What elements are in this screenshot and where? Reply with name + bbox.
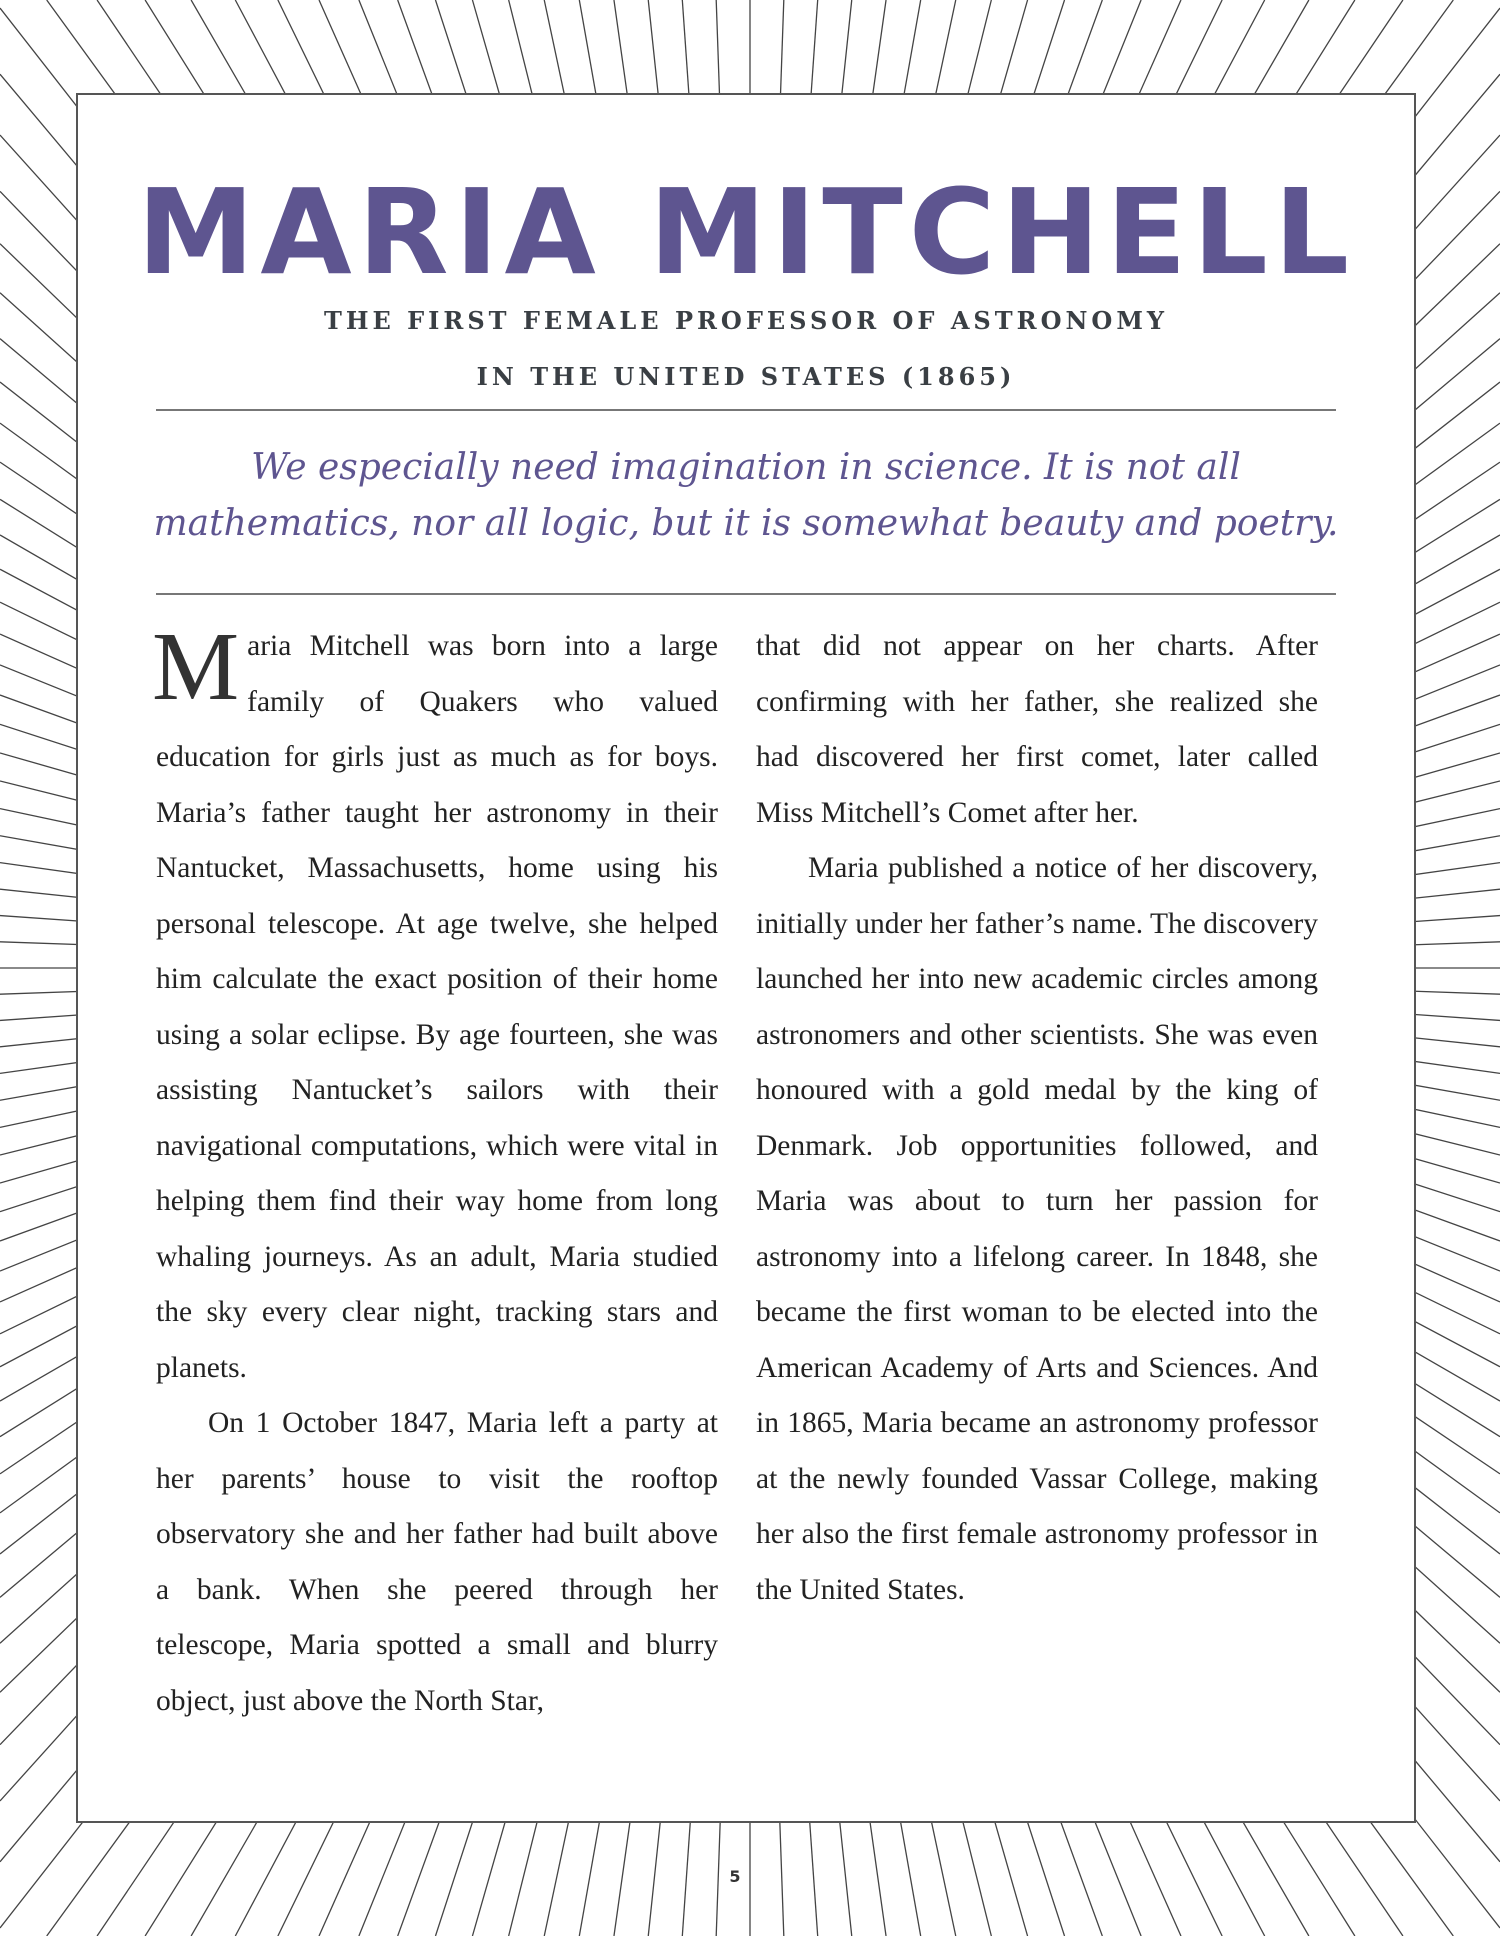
subtitle [78, 293, 1414, 405]
paragraph: that did not appear on her charts. After confirming with her father, she realized she had discovered her first comet, later called Miss Mitchell’s Comet after her. [756, 630, 1318, 829]
right-column [756, 619, 1318, 1618]
paragraph: On 1 October 1847, Maria left a party at her parents’ house to visit the rooftop observatory she and her father had built above a bank. When she peered through her telescope, Maria spotted a small and blurry object, just above the North Star, [156, 1407, 718, 1717]
subtitle-line-1: THE FIRST FEMALE PROFESSOR OF ASTRONOMY [323, 306, 1169, 335]
paragraph-text: aria Mitchell was born into a large family of Quakers who valued education for girls just as much as for boys. Maria’s father taught her astronomy in their Nantucket, Massachusetts, home using his personal telescope. At age twelve, she helped him calculate the exact position of their home using a solar eclipse. By age fourteen, she was assisting Nantucket’s sailors with their navigational computations, which were vital in helping them find their way home from long whaling journeys. As an adult, Maria studied the sky every clear night, tracking stars and planets. [156, 630, 718, 1384]
subtitle-line-2: IN THE UNITED STATES (1865) [476, 362, 1016, 391]
divider-top [156, 409, 1336, 411]
paragraph [152, 613, 718, 1396]
page-number: 5 [729, 1867, 741, 1886]
page-number-box [722, 1823, 748, 1936]
left-column [152, 613, 718, 1729]
page-title: MARIA MITCHELL [136, 163, 1356, 301]
content-panel [76, 93, 1416, 1823]
paragraph: Maria published a notice of her discovery, initially under her father’s name. The discovery launched her into new academic circles among astronomers and other scientists. She was even honoured with a gold medal by the king of Denmark. Job opportunities followed, and Maria was about to turn her passion for astronomy into a lifelong career. In 1848, she became the first woman to be elected into the American Academy of Arts and Sciences. And in 1865, Maria became an astronomy professor at the newly founded Vassar College, making her also the first female astronomy professor in the United States. [756, 852, 1318, 1606]
quote: We especially need imagination in science. It is not all mathematics, nor all logic, but it is somewhat beauty and poetry. [153, 447, 1339, 544]
drop-cap: M [152, 613, 240, 721]
divider-bottom [156, 593, 1336, 595]
